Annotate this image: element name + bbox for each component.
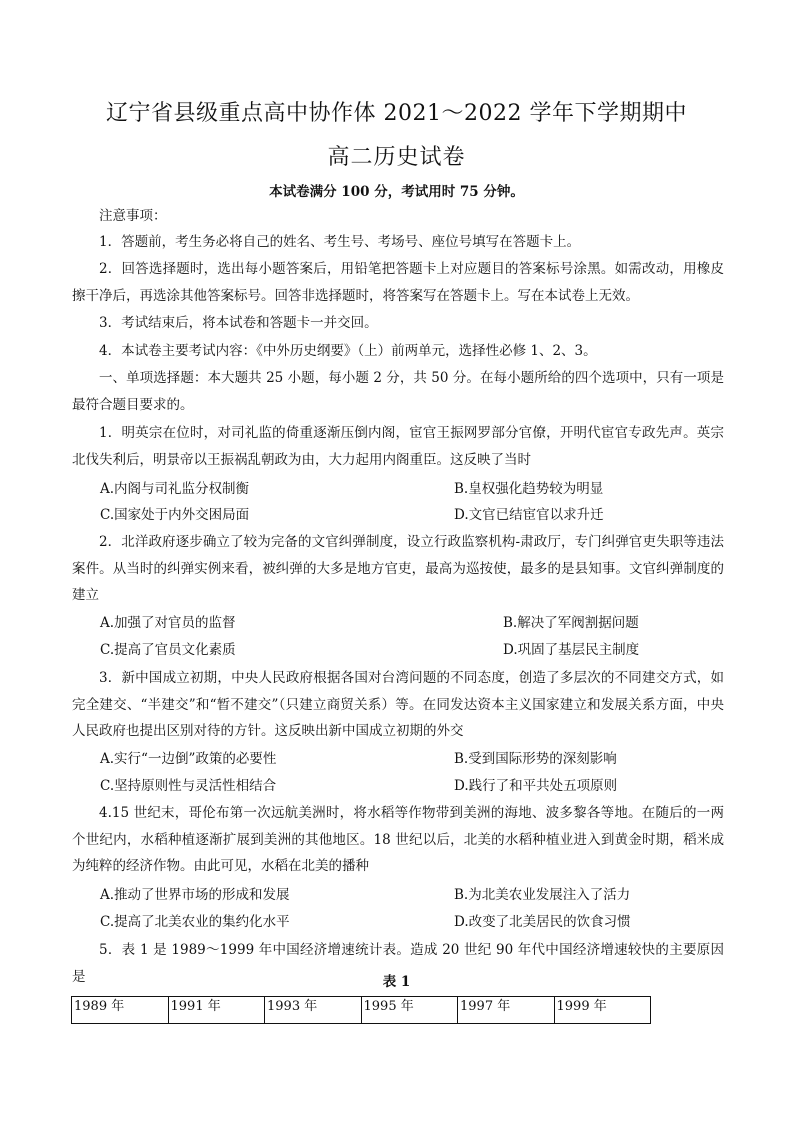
- question-4-option-b: B.为北美农业发展注入了活力: [454, 887, 631, 903]
- question-5-stem: 5．表 1 是 1989～1999 年中国经济增速统计表。造成 20 世纪 90 年代中国经济增速较快的主要原因是: [72, 942, 724, 985]
- section1-heading: 一、单项选择题：本大题共 25 小题，每小题 2 分，共 50 分。在每小题所给的四个选项中，只有一项是最符合题目要求的。: [72, 370, 724, 413]
- question-1-option-d: D.文官已结宦官以求升迁: [454, 507, 604, 523]
- question-3-option-c: C.坚持原则性与灵活性相结合: [100, 778, 277, 794]
- question-4-stem: 4.15 世纪末，哥伦布第一次远航美洲时，将水稻等作物带到美洲的海地、波多黎各等地。在随后的一两个世纪内，水稻种植逐渐扩展到美洲的其他地区。18 世纪以后，北美的水稻种植业进入到黄金时期，稻米成为纯粹的经济作物。由此可见，水稻在北美的播种: [72, 805, 724, 874]
- table-header-cell: 1997 年: [458, 997, 555, 1024]
- question-1-option-a: A.内阁与司礼监分权制衡: [100, 481, 250, 497]
- question-3-option-a: A.实行“一边倒”政策的必要性: [100, 751, 277, 767]
- table-header-cell: 1993 年: [265, 997, 362, 1024]
- question-4-option-a: A.推动了世界市场的形成和发展: [100, 887, 290, 903]
- table-row: [72, 997, 651, 1024]
- note-item-1: 1．答题前，考生务必将自己的姓名、考生号、考场号、座位号填写在答题卡上。: [99, 234, 581, 250]
- question-2-option-a: A.加强了对官员的监督: [100, 615, 236, 631]
- exam-title: 辽宁省县级重点高中协作体 2021～2022 学年下学期期中: [106, 101, 687, 126]
- question-2-stem: 2．北洋政府逐步确立了较为完备的文官纠弹制度，设立行政监察机构-肃政厅，专门纠弹官吏失职等违法案件。从当时的纠弹实例来看，被纠弹的大多是地方官吏，最高为巡按使，最多的是县知事。文官纠弹制度的建立: [72, 534, 724, 603]
- question-1-stem: 1．明英宗在位时，对司礼监的倚重逐渐压倒内阁，宦官王振网罗部分官僚，开明代宦官专政先声。英宗北伐失利后，明景帝以王振祸乱朝政为由，大力起用内阁重臣。这反映了当时: [72, 425, 724, 468]
- table-header-cell: 1989 年: [72, 997, 169, 1024]
- notes-heading: 注意事项：: [99, 208, 167, 224]
- question-1-option-b: B.皇权强化趋势较为明显: [454, 481, 604, 497]
- question-3-option-b: B.受到国际形势的深刻影响: [454, 751, 617, 767]
- exam-subtitle: 高二历史试卷: [327, 145, 466, 170]
- question-2-option-b: B.解决了军阀割据问题: [503, 615, 639, 631]
- question-1-option-c: C.国家处于内外交困局面: [100, 507, 250, 523]
- table-1: [71, 996, 651, 1024]
- note-item-4: 4．本试卷主要考试内容：《中外历史纲要》（上）前两单元，选择性必修 1、2、3。: [99, 343, 597, 359]
- question-2-option-c: C.提高了官员文化素质: [100, 642, 236, 658]
- question-4-option-c: C.提高了北美农业的集约化水平: [100, 914, 290, 930]
- table-header-cell: 1995 年: [361, 997, 458, 1024]
- question-4-option-d: D.改变了北美居民的饮食习惯: [454, 914, 631, 930]
- question-3-option-d: D.践行了和平共处五项原则: [454, 778, 618, 794]
- table-header-cell: 1991 年: [168, 997, 265, 1024]
- question-2-option-d: D.巩固了基层民主制度: [503, 642, 640, 658]
- exam-info: 本试卷满分 100 分，考试用时 75 分钟。: [269, 184, 524, 200]
- note-item-3: 3．考试结束后，将本试卷和答题卡一并交回。: [99, 315, 378, 331]
- note-item-2: 2．回答选择题时，选出每小题答案后，用铅笔把答题卡上对应题目的答案标号涂黑。如需改动，用橡皮擦干净后，再选涂其他答案标号。回答非选择题时，将答案写在答题卡上。写在本试卷上无效。: [72, 261, 724, 304]
- table-1-caption: 表 1: [382, 974, 411, 990]
- table-header-cell: 1999 年: [554, 997, 651, 1024]
- question-3-stem: 3．新中国成立初期，中央人民政府根据各国对台湾问题的不同态度，创造了多层次的不同建交方式，如完全建交、“半建交”和“暂不建交”（只建立商贸关系）等。在同发达资本主义国家建立和发展关系方面，中央人民政府也提出区别对待的方针。这反映出新中国成立初期的外交: [72, 670, 724, 739]
